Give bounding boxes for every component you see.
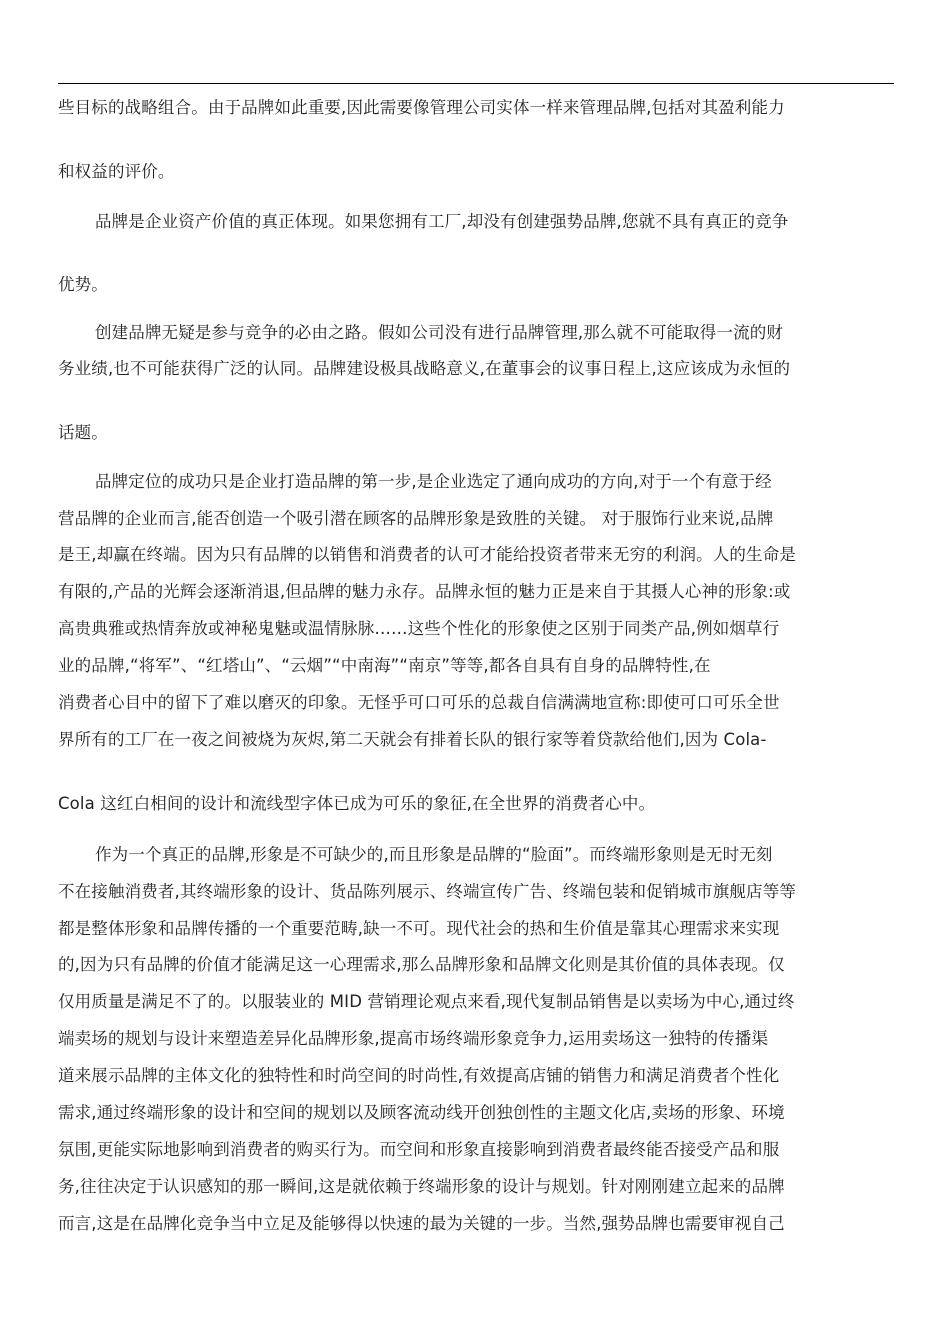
text-line: 优势。 <box>58 275 108 294</box>
text-line: 氛围,更能实际地影响到消费者的购买行为。而空间和形象直接影响到消费者最终能否接受产品和服 <box>58 1140 780 1159</box>
text-line: 和权益的评价。 <box>58 162 175 181</box>
text-line: 仅用质量是满足不了的。以服装业的 MID 营销理论观点来看,现代复制品销售是以卖场为中心,通过终 <box>58 992 795 1011</box>
text-line: 创建品牌无疑是参与竞争的必由之路。假如公司没有进行品牌管理,那么就不可能取得一流的财 <box>95 323 784 342</box>
text-line: 品牌定位的成功只是企业打造品牌的第一步,是企业选定了通向成功的方向,对于一个有意于经 <box>95 472 772 491</box>
text-line: 需求,通过终端形象的设计和空间的规划以及顾客流动线开创独创性的主题文化店,卖场的形象、环境 <box>58 1103 785 1122</box>
text-line: 话题。 <box>58 423 108 442</box>
text-line: 务业绩,也不可能获得广泛的认同。品牌建设极具战略意义,在董事会的议事日程上,这应该成为永恒的 <box>58 359 791 378</box>
text-line: 界所有的工厂在一夜之间被烧为灰烬,第二天就会有排着长队的银行家等着贷款给他们,因为 Cola- <box>58 730 767 749</box>
text-line: 道来展示品牌的主体文化的独特性和时尚空间的时尚性,有效提高店铺的销售力和满足消费者个性化 <box>58 1066 780 1085</box>
text-line: 端卖场的规划与设计来塑造差异化品牌形象,提高市场终端形象竞争力,运用卖场这一独特的传播渠 <box>58 1029 769 1048</box>
text-line: 营品牌的企业而言,能否创造一个吸引潜在顾客的品牌形象是致胜的关键。 对于服饰行业来说,品牌 <box>58 509 774 528</box>
text-line: 不在接触消费者,其终端形象的设计、货品陈列展示、终端宣传广告、终端包装和促销城市旗舰店等等 <box>58 882 796 901</box>
text-line: 作为一个真正的品牌,形象是不可缺少的,而且形象是品牌的“脸面”。而终端形象则是无时无刻 <box>95 845 773 864</box>
text-line: 的,因为只有品牌的价值才能满足这一心理需求,那么品牌形象和品牌文化则是其价值的具体表现。仅 <box>58 955 785 974</box>
text-line: 有限的,产品的光辉会逐渐消退,但品牌的魅力永存。品牌永恒的魅力正是来自于其摄人心神的形象:或 <box>58 582 791 601</box>
text-line: 品牌是企业资产价值的真正体现。如果您拥有工厂,却没有创建强势品牌,您就不具有真正的竞争 <box>95 212 789 231</box>
text-line: 业的品牌,“将军”、“红塔山”、“云烟”“中南海”“南京”等等,都各自具有自身的品牌特性,在 <box>58 656 711 675</box>
text-line: 而言,这是在品牌化竞争当中立足及能够得以快速的最为关键的一步。当然,强势品牌也需要审视自己 <box>58 1214 785 1233</box>
text-line: 消费者心目中的留下了难以磨灭的印象。无怪乎可口可乐的总裁自信满满地宣称:即使可口可乐全世 <box>58 693 780 712</box>
text-line: 务,往往决定于认识感知的那一瞬间,这是就依赖于终端形象的设计与规划。针对刚刚建立起来的品牌 <box>58 1177 785 1196</box>
text-line: 些目标的战略组合。由于品牌如此重要,因此需要像管理公司实体一样来管理品牌,包括对其盈利能力 <box>58 98 785 117</box>
header-rule <box>58 83 894 84</box>
text-line: 是王,却赢在终端。因为只有品牌的以销售和消费者的认可才能给投资者带来无穷的利润。人的生命是 <box>58 545 796 564</box>
text-line: Cola 这红白相间的设计和流线型字体已成为可乐的象征,在全世界的消费者心中。 <box>58 794 656 813</box>
text-line: 高贵典雅或热情奔放或神秘鬼魅或温情脉脉……这些个性化的形象使之区别于同类产品,例如烟草行 <box>58 619 780 638</box>
text-line: 都是整体形象和品牌传播的一个重要范畴,缺一不可。现代社会的热和生价值是靠其心理需求来实现 <box>58 919 780 938</box>
